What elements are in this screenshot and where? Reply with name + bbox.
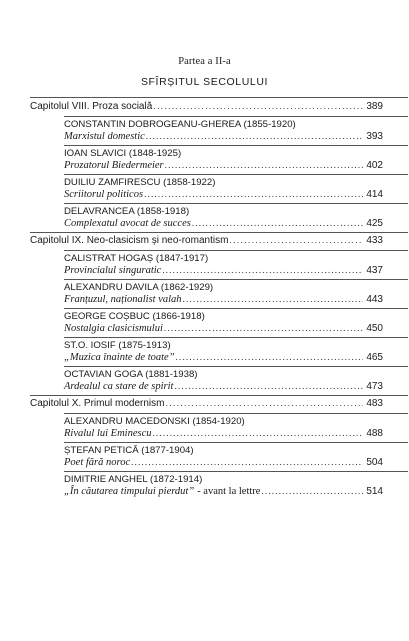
divider [30,395,408,396]
toc-chapter-10 [30,398,383,411]
page-number: 473 [366,381,383,392]
essay-title: Ardealul ca stare de spirit [64,381,174,392]
leader-dots [146,131,364,141]
essay-title: Marxistul domestic [64,131,145,142]
divider [64,366,408,367]
leader-dots [261,486,363,496]
author-name: DIMITRIE ANGHEL (1872-1914) [64,474,203,485]
page-number: 488 [366,428,383,439]
author-name: DUILIU ZAMFIRESCU (1858-1922) [64,177,216,188]
toc-essay [64,131,383,144]
essay-title: Rivalul lui Eminescu [64,428,152,439]
divider [64,145,408,146]
toc-essay [64,265,383,278]
chapter-title: Capitolul X. Primul modernism [30,398,165,409]
essay-title: Franțuzul, naționalist valah [64,294,182,305]
chapter-title: Capitolul VIII. Proza socială [30,101,153,112]
page-number: 443 [366,294,383,305]
author-name: IOAN SLAVICI (1848-1925) [64,148,182,159]
page-number: 414 [366,189,383,200]
divider [64,413,408,414]
leader-dots [166,398,364,408]
author-name: ALEXANDRU MACEDONSKI (1854-1920) [64,416,245,427]
author-name: DELAVRANCEA (1858-1918) [64,206,190,217]
toc-essay [64,352,383,365]
leader-dots [165,160,364,170]
leader-dots [164,323,363,333]
divider [64,250,408,251]
page-number: 504 [366,457,383,468]
leader-dots [183,294,364,304]
part-heading: Partea a II-a [178,56,231,67]
leader-dots [144,189,363,199]
page-number: 402 [366,160,383,171]
toc-chapter-8 [30,101,383,114]
leader-dots [174,381,363,391]
essay-title: Scriitorul politicos [64,189,144,200]
divider [30,232,408,233]
author-name: OCTAVIAN GOGA (1881-1938) [64,369,198,380]
page-number: 393 [366,131,383,142]
author-name: ȘTEFAN PETICĂ (1877-1904) [64,445,194,456]
essay-title: Provincialul singuratic [64,265,162,276]
page-number: 389 [366,101,383,112]
page-number: 450 [366,323,383,334]
leader-dots [176,352,364,362]
toc-chapter-9 [30,235,383,248]
author-name: CONSTANTIN DOBROGEANU-GHEREA (1855-1920) [64,119,296,130]
toc-essay [64,160,383,173]
toc-essay [64,218,383,231]
divider [64,203,408,204]
essay-title: Poet fără noroc [64,457,131,468]
page-number: 425 [366,218,383,229]
toc-essay [64,486,383,499]
page-number: 437 [366,265,383,276]
author-name: ST.O. IOSIF (1875-1913) [64,340,171,351]
page-number: 433 [366,235,383,246]
essay-title: Complexatul avocat de succes [64,218,191,229]
leader-dots [192,218,363,228]
toc-essay [64,189,383,202]
divider [30,97,408,98]
leader-dots [152,428,363,438]
toc-essay [64,381,383,394]
toc-essay [64,323,383,336]
divider [64,337,408,338]
chapter-title: Capitolul IX. Neo-clasicism și neo-romantism [30,235,229,246]
essay-title: Nostalgia clasicismului [64,323,163,334]
toc-essay [64,457,383,470]
author-name: ALEXANDRU DAVILA (1862-1929) [64,282,214,293]
page-number: 483 [366,398,383,409]
essay-title: Prozatorul Biedermeier [64,160,164,171]
author-name: GEORGE COȘBUC (1866-1918) [64,311,205,322]
toc-essay [64,294,383,307]
essay-title: „Muzica înainte de toate” [64,352,175,363]
divider [64,116,408,117]
divider [64,174,408,175]
essay-subtitle: - avant la lettre [197,486,261,497]
leader-dots [229,235,363,245]
section-heading: SFÎRȘITUL SECOLULUI [140,76,269,88]
author-name: CALISTRAT HOGAȘ (1847-1917) [64,253,209,264]
leader-dots [162,265,363,275]
essay-title: „În căutarea timpului pierdut” [64,486,195,497]
leader-dots [153,101,363,111]
toc-essay [64,428,383,441]
leader-dots [131,457,363,467]
divider [64,471,408,472]
page-number: 465 [366,352,383,363]
divider [64,442,408,443]
divider [64,279,408,280]
page-number: 514 [366,486,383,497]
divider [64,308,408,309]
